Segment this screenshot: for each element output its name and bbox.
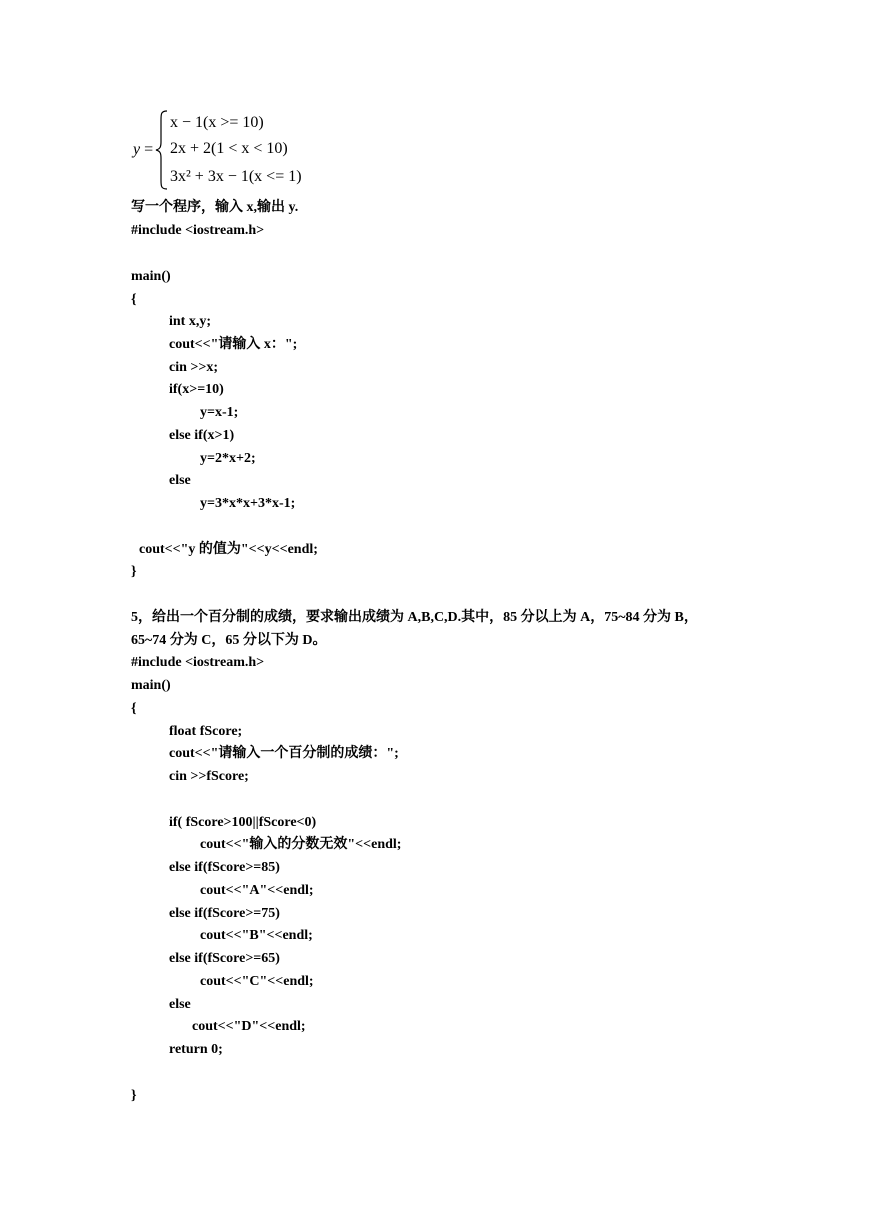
code-line: cout<<"输入的分数无效"<<endl; xyxy=(200,837,402,852)
formula-lhs-var: y xyxy=(133,141,141,158)
include-line: #include <iostream.h> xyxy=(131,223,265,238)
code-line: else if(fScore>=65) xyxy=(169,951,280,966)
code-line: cout<<"请输入一个百分制的成绩："; xyxy=(169,746,399,761)
code-line: y=x-1; xyxy=(200,405,239,420)
code-line: float fScore; xyxy=(169,724,243,739)
include-line: #include <iostream.h> xyxy=(131,655,265,670)
code-line: cin >>fScore; xyxy=(169,769,249,784)
code-line: cout<<"A"<<endl; xyxy=(200,883,314,898)
main-signature: main() xyxy=(131,269,171,284)
formula-lhs xyxy=(133,141,153,159)
formula-case-3: 3x² + 3x − 1(x <= 1) xyxy=(170,168,302,185)
piecewise-formula xyxy=(133,108,333,192)
code-line: cout<<"y 的值为"<<y<<endl; xyxy=(139,542,318,557)
code-line: if( fScore>100||fScore<0) xyxy=(169,815,317,830)
code-line: cout<<"B"<<endl; xyxy=(200,928,313,943)
main-signature: main() xyxy=(131,678,171,693)
open-brace: { xyxy=(131,701,137,716)
code-line: cout<<"D"<<endl; xyxy=(192,1019,306,1034)
code-line: cin >>x; xyxy=(169,360,219,375)
formula-case-2: 2x + 2(1 < x < 10) xyxy=(170,140,288,157)
code-line: y=3*x*x+3*x-1; xyxy=(200,496,296,511)
formula-case-1: x − 1(x >= 10) xyxy=(170,114,264,131)
code-line: if(x>=10) xyxy=(169,382,224,397)
close-brace: } xyxy=(131,1088,137,1103)
code-line: cout<<"C"<<endl; xyxy=(200,974,314,989)
code-line: else xyxy=(169,473,191,488)
code-line: else if(fScore>=85) xyxy=(169,860,280,875)
task-description: 写一个程序，输入 x,输出 y. xyxy=(131,200,299,215)
code-line: int x,y; xyxy=(169,314,211,329)
close-brace: } xyxy=(131,564,137,579)
formula-equals: = xyxy=(144,141,154,158)
problem-5-statement-cont: 65~74 分为 C，65 分以下为 D。 xyxy=(131,633,327,648)
code-line: else if(fScore>=75) xyxy=(169,906,280,921)
code-line: else if(x>1) xyxy=(169,428,235,443)
code-line: y=2*x+2; xyxy=(200,451,256,466)
open-brace: { xyxy=(131,292,137,307)
code-line: cout<<"请输入 x："; xyxy=(169,337,298,352)
problem-5-statement: 5，给出一个百分制的成绩，要求输出成绩为 A,B,C,D.其中，85 分以上为 A，75~84 分为 B， xyxy=(131,610,698,625)
code-line: else xyxy=(169,997,191,1012)
left-brace xyxy=(155,108,169,192)
code-line: return 0; xyxy=(169,1042,223,1057)
